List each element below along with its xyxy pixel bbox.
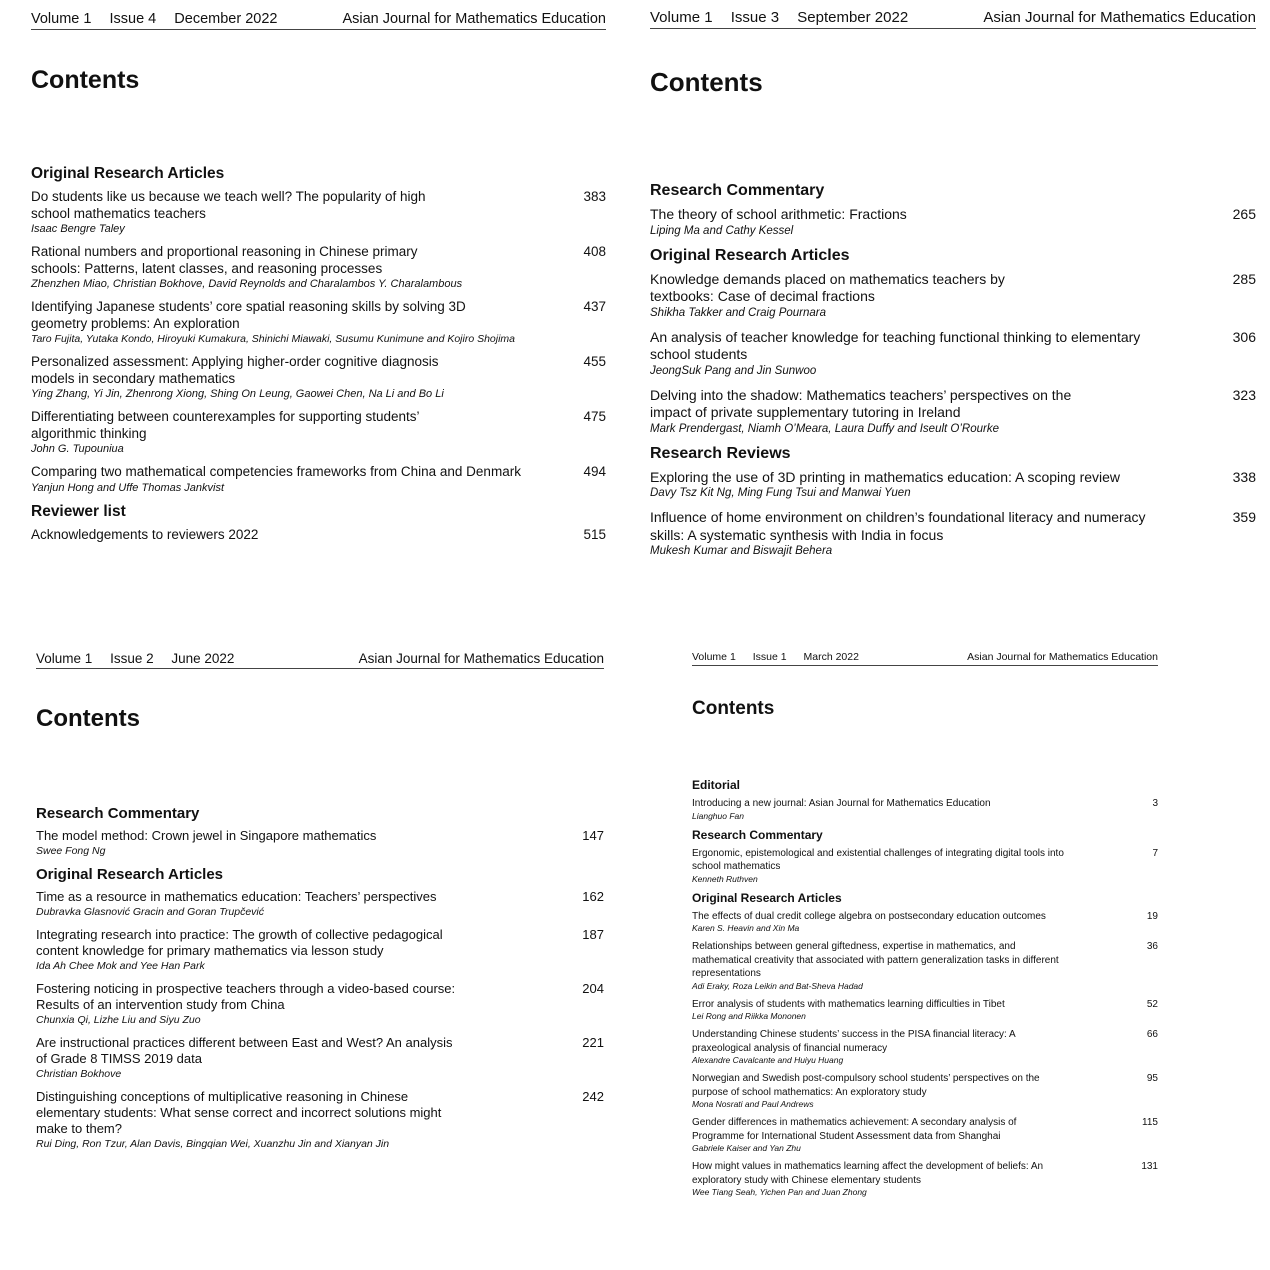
page-number: 323 (1232, 386, 1256, 403)
page-number: 437 (583, 299, 606, 314)
toc-entry[interactable] (31, 527, 606, 544)
article-title: Fostering noticing in prospective teachers through a video-based course: Results of an intervention study from China (36, 981, 456, 1012)
contents-title: Contents (31, 66, 140, 94)
toc-entry[interactable] (36, 828, 604, 844)
section-heading: Original Research Articles (31, 165, 225, 182)
section-heading: Research Commentary (36, 805, 200, 822)
section-heading: Editorial (692, 778, 741, 792)
page-header (692, 643, 1158, 666)
page-header (650, 0, 1256, 29)
page-number: 359 (1232, 509, 1256, 525)
toc-entry[interactable] (31, 464, 606, 481)
page-number: 36 (1146, 941, 1158, 952)
article-authors: Isaac Bengre Taley (31, 223, 125, 235)
page-header (36, 640, 604, 669)
toc-entry[interactable] (650, 329, 1256, 364)
toc-entry[interactable] (36, 1089, 604, 1137)
page-header (31, 0, 606, 30)
section-heading: Original Research Articles (36, 866, 224, 883)
page-number: 19 (1146, 910, 1158, 922)
issue-meta (36, 651, 248, 666)
journal-name: Asian Journal for Mathematics Education (967, 651, 1158, 663)
toc-entry[interactable] (692, 797, 1158, 811)
page-number: 187 (582, 927, 604, 942)
page-number: 408 (583, 244, 606, 259)
volume-label: Volume 1 (36, 651, 93, 666)
article-title: Introducing a new journal: Asian Journal for Mathematics Education (692, 798, 991, 809)
page-number: 7 (1152, 847, 1158, 859)
toc-entry[interactable] (31, 354, 606, 387)
article-title: Comparing two mathematical competencies frameworks from China and Denmark (31, 464, 521, 479)
article-authors: Gabriele Kaiser and Yan Zhu (692, 1143, 801, 1153)
article-authors: Lei Rong and Riikka Mononen (692, 1011, 806, 1021)
article-title: The model method: Crown jewel in Singapore mathematics (36, 828, 377, 843)
article-authors: JeongSuk Pang and Jin Sunwoo (650, 364, 817, 377)
toc-entry[interactable] (36, 981, 604, 1013)
article-title: Ergonomic, epistemological and existential challenges of integrating digital tools into school mathematics (692, 847, 1064, 872)
date-label: September 2022 (797, 9, 909, 26)
article-authors: Adi Eraky, Roza Leikin and Bat-Sheva Hadad (692, 980, 863, 991)
article-authors: Dubravka Glasnović Gracin and Goran Trupčević (36, 906, 264, 918)
issue-meta (31, 11, 291, 27)
toc-entry[interactable] (692, 998, 1158, 1012)
section-heading: Research Reviews (650, 444, 791, 462)
issue-label: Issue 1 (752, 651, 787, 663)
contents-page-issue-3 (650, 0, 1256, 567)
article-title: Acknowledgements to reviewers 2022 (31, 526, 259, 542)
issue-meta (650, 9, 922, 26)
page-number: 265 (1232, 206, 1256, 222)
page-number: 515 (583, 526, 606, 542)
journal-name: Asian Journal for Mathematics Education (983, 9, 1256, 26)
article-title: Norwegian and Swedish post-compulsory school students’ perspectives on the purpose of school mathematics: An exploratory study (692, 1073, 1040, 1098)
article-title: Time as a resource in mathematics education: Teachers’ perspectives (36, 889, 437, 904)
page-number: 285 (1232, 270, 1256, 287)
page-number: 131 (1141, 1161, 1158, 1172)
toc-entry[interactable] (650, 469, 1256, 487)
article-title: Influence of home environment on children’s foundational literacy and numeracy skills: A systematic synthesis with India in focus (650, 509, 1146, 543)
page-number: 147 (582, 828, 604, 843)
contents-title: Contents (650, 67, 763, 97)
toc-entry[interactable] (36, 889, 604, 905)
article-authors: Taro Fujita, Yutaka Kondo, Hiroyuki Kumakura, Shinichi Miawaki, Susumu Kunimune and Kojiro Shojima (31, 333, 516, 345)
page-number: 455 (583, 354, 606, 369)
article-authors: Chunxia Qi, Lizhe Liu and Siyu Zuo (36, 1014, 201, 1026)
article-authors: Alexandre Cavalcante and Huiyu Huang (692, 1055, 844, 1065)
toc-entry[interactable] (31, 409, 606, 442)
page-number: 66 (1146, 1029, 1158, 1040)
contents-page-issue-1 (692, 643, 1158, 1204)
article-title: Do students like us because we teach well? The popularity of high school mathematics teachers (31, 189, 426, 221)
page-number: 52 (1146, 998, 1158, 1010)
article-authors: Kenneth Ruthven (692, 873, 758, 884)
article-title: Relationships between general giftedness, expertise in mathematics, and mathematical creativity that associated with pattern generalization tasks in different representations (692, 941, 1059, 979)
article-authors: Zhenzhen Miao, Christian Bokhove, David Reynolds and Charalambos Y. Charalambous (31, 278, 463, 290)
toc-entry[interactable] (31, 189, 606, 222)
contents-page-issue-2 (36, 640, 604, 1159)
contents-title: Contents (36, 705, 140, 732)
page-number: 383 (583, 189, 606, 204)
issue-label: Issue 4 (109, 11, 157, 27)
section-heading: Research Commentary (692, 827, 823, 842)
article-authors: Mark Prendergast, Niamh O’Meara, Laura Duffy and Iseult O’Rourke (650, 422, 999, 435)
article-title: The theory of school arithmetic: Fractions (650, 206, 907, 222)
journal-name: Asian Journal for Mathematics Education (342, 11, 606, 27)
article-title: Knowledge demands placed on mathematics teachers by textbooks: Case of decimal fractions (650, 270, 1005, 304)
page-number: 115 (1142, 1117, 1158, 1128)
section-heading: Research Commentary (650, 182, 825, 199)
toc-entry[interactable] (31, 299, 606, 332)
page-number: 306 (1232, 328, 1256, 345)
article-authors: Ida Ah Chee Mok and Yee Han Park (36, 960, 205, 972)
toc-entry[interactable] (692, 1160, 1158, 1187)
issue-label: Issue 3 (730, 9, 780, 26)
article-authors: Ying Zhang, Yi Jin, Zhenrong Xiong, Shing On Leung, Gaowei Chen, Na Li and Bo Li (31, 388, 444, 400)
article-title: Delving into the shadow: Mathematics teachers’ perspectives on the impact of private supplementary tutoring in Ireland (650, 386, 1072, 420)
page-number: 204 (582, 981, 604, 996)
article-authors: Mona Nosrati and Paul Andrews (692, 1099, 814, 1109)
article-authors: Davy Tsz Kit Ng, Ming Fung Tsui and Manwai Yuen (650, 487, 911, 499)
article-title: Gender differences in mathematics achievement: A secondary analysis of Programme for International Student Assessment data from Shanghai (692, 1117, 1017, 1142)
page-number: 242 (582, 1089, 604, 1104)
toc-entry[interactable] (650, 206, 1256, 224)
article-title: Differentiating between counterexamples for supporting students’ algorithmic thinking (31, 409, 419, 441)
toc-entry[interactable] (692, 1072, 1158, 1099)
page-number: 221 (582, 1035, 604, 1050)
article-title: How might values in mathematics learning affect the development of beliefs: An exploratory study with Chinese elementary students (692, 1161, 1044, 1186)
article-title: Exploring the use of 3D printing in mathematics education: A scoping review (650, 468, 1121, 485)
page-number: 338 (1232, 468, 1256, 485)
article-authors: Yanjun Hong and Uffe Thomas Jankvist (31, 481, 225, 494)
article-title: Distinguishing conceptions of multiplicative reasoning in Chinese elementary students: What sense correct and incorrect solutions might make to them? (36, 1089, 442, 1136)
article-title: Personalized assessment: Applying higher-order cognitive diagnosis models in secondary mathematics (31, 354, 439, 386)
article-authors: Mukesh Kumar and Biswajit Behera (650, 545, 833, 557)
article-title: Rational numbers and proportional reasoning in Chinese primary schools: Patterns, latent classes, and reasoning processes (31, 244, 418, 276)
article-authors: Rui Ding, Ron Tzur, Alan Davis, Bingqian Wei, Xuanzhu Jin and Xianyan Jin (36, 1138, 390, 1150)
volume-label: Volume 1 (31, 11, 92, 27)
article-authors: Lianghuo Fan (692, 810, 744, 821)
contents-title: Contents (692, 698, 775, 719)
article-authors: John G. Tupouniua (31, 443, 124, 455)
date-label: June 2022 (171, 651, 235, 666)
toc-entry[interactable] (692, 910, 1158, 924)
article-authors: Liping Ma and Cathy Kessel (650, 224, 794, 237)
article-title: Integrating research into practice: The growth of collective pedagogical content knowledge for primary mathematics via lesson study (36, 927, 443, 958)
toc-entry[interactable] (692, 1116, 1158, 1143)
toc-entry[interactable] (650, 271, 1256, 306)
article-authors: Swee Fong Ng (36, 845, 106, 857)
article-title: An analysis of teacher knowledge for teaching functional thinking to elementary school students (650, 328, 1141, 362)
article-authors: Christian Bokhove (36, 1068, 122, 1080)
contents-page-issue-4 (31, 0, 606, 543)
date-label: March 2022 (803, 651, 859, 663)
page-number: 95 (1146, 1073, 1158, 1084)
journal-name: Asian Journal for Mathematics Education (358, 651, 604, 666)
date-label: December 2022 (174, 11, 278, 27)
issue-label: Issue 2 (110, 651, 154, 666)
page-number: 3 (1152, 798, 1158, 809)
toc-entry[interactable] (692, 1028, 1158, 1055)
issue-meta (692, 651, 873, 663)
volume-label: Volume 1 (650, 9, 713, 26)
volume-label: Volume 1 (692, 651, 736, 663)
article-title: Understanding Chinese students’ success in the PISA financial literacy: A praxeological analysis of financial numeracy (692, 1029, 1016, 1054)
section-heading: Original Research Articles (692, 890, 842, 905)
page-number: 162 (582, 889, 604, 904)
section-heading: Original Research Articles (650, 246, 850, 264)
article-title: The effects of dual credit college algebra on postsecondary education outcomes (692, 910, 1046, 922)
article-authors: Shikha Takker and Craig Pournara (650, 306, 827, 319)
article-title: Error analysis of students with mathematics learning difficulties in Tibet (692, 998, 1005, 1010)
toc-entry[interactable] (36, 1035, 604, 1067)
page-number: 494 (583, 464, 606, 479)
article-authors: Wee Tiang Seah, Yichen Pan and Juan Zhong (692, 1187, 867, 1197)
article-authors: Karen S. Heavin and Xin Ma (692, 923, 800, 933)
page-number: 475 (583, 409, 606, 424)
section-heading: Reviewer list (31, 502, 126, 520)
article-title: Identifying Japanese students’ core spatial reasoning skills by solving 3D geometry problems: An exploration (31, 299, 466, 331)
toc-entry[interactable] (692, 847, 1158, 874)
toc-entry[interactable] (31, 244, 606, 277)
toc-entry[interactable] (692, 940, 1158, 981)
article-title: Are instructional practices different between East and West? An analysis of Grade 8 TIMSS 2019 data (36, 1035, 453, 1066)
toc-entry[interactable] (36, 927, 604, 959)
toc-entry[interactable] (650, 387, 1256, 422)
toc-entry[interactable] (650, 509, 1256, 544)
